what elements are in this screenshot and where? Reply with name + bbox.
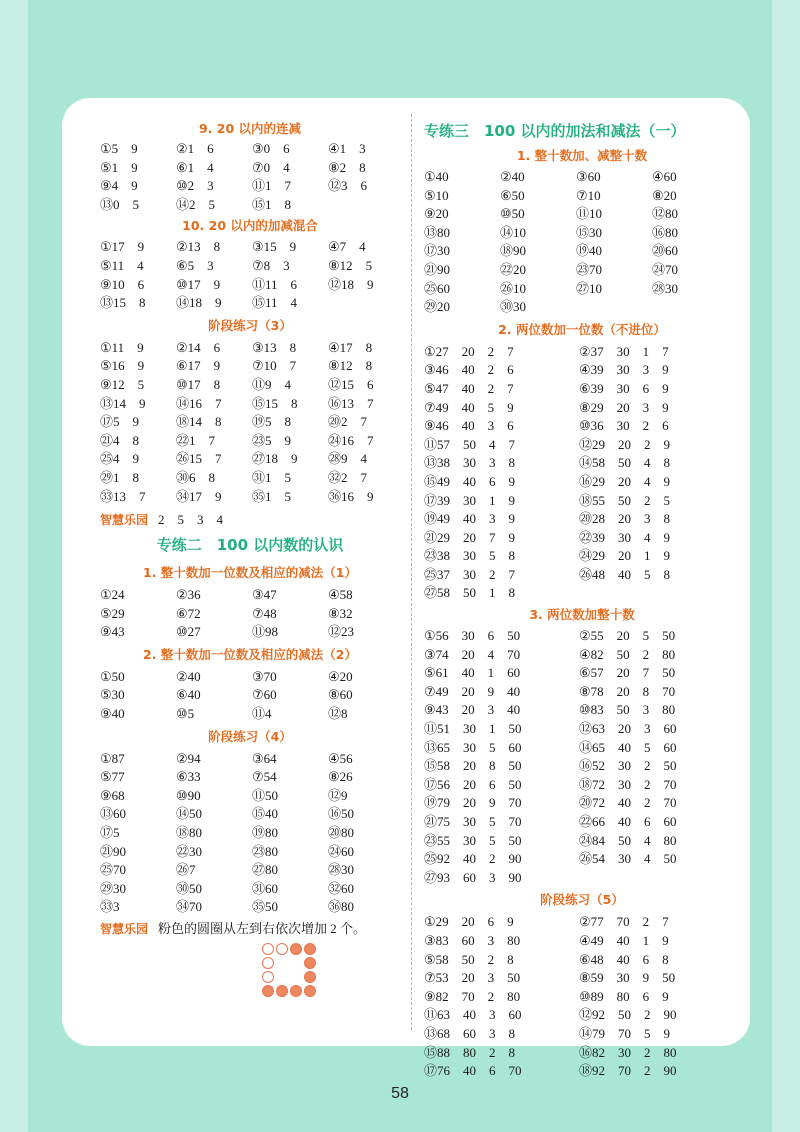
answer-item: ④1 3 (328, 141, 366, 156)
answer-item: ⑰5 (100, 825, 120, 841)
answer-item: ⑨10 6 (100, 276, 145, 292)
answer-item: ⑧12 8 (328, 358, 373, 374)
pink-circle (262, 985, 274, 997)
answer-item: ㉔70 (652, 261, 679, 277)
wisdom-garden-answer: 2 5 3 4 (158, 512, 224, 528)
answer-item: ⑫29 20 2 9 (579, 436, 671, 452)
answer-item: ⑩17 8 (176, 376, 221, 392)
answer-item: ㉗18 9 (252, 451, 298, 467)
answer-item: ㉘9 4 (328, 451, 368, 467)
answer-item: ⑯80 (652, 224, 679, 240)
answer-grid (100, 750, 405, 917)
answer-grid (100, 668, 405, 724)
answer-item: ②1 6 (176, 141, 214, 156)
answer-item: ⑧12 5 (328, 257, 373, 273)
answer-grid (100, 339, 405, 506)
answer-item: ⑨40 (100, 706, 125, 722)
section-title-mixed-20: 10. 20 以内的加减混合 (182, 218, 318, 234)
answer-item: ⑧60 (328, 687, 353, 703)
answer-item: ㉗10 (576, 280, 603, 296)
answer-item: ⑧78 20 8 70 (579, 683, 676, 699)
empty-space (276, 971, 286, 981)
answer-item: ⑧20 (652, 187, 677, 203)
answer-item: ③64 (252, 750, 277, 766)
answer-item: ㉒39 30 4 9 (579, 529, 671, 545)
empty-space (290, 957, 300, 967)
answer-grid (424, 343, 742, 603)
white-circle (262, 943, 274, 955)
answer-item: ⑱92 70 2 90 (579, 1063, 677, 1079)
answer-item: ⑰56 20 6 50 (424, 776, 522, 792)
answer-item: ⑫18 9 (328, 276, 374, 292)
answer-item: ⑱80 (176, 825, 203, 841)
answer-item: ⑧59 30 9 50 (579, 970, 676, 986)
answer-item: ⑭79 70 5 9 (579, 1025, 671, 1041)
unit-title-number-recognition: 专练二 100 以内数的认识 (156, 536, 344, 555)
answer-item: ⑩2 3 (176, 178, 214, 194)
wisdom-garden-explanation: 粉色的圆圈从左到右依次增加 2 个。 (158, 921, 367, 936)
answer-item: ⑭2 5 (176, 196, 216, 212)
answer-item: ⑮15 8 (252, 395, 298, 411)
answer-item: ⑭10 (500, 224, 527, 240)
answer-item: ⑦48 (252, 605, 277, 621)
answer-item: ⑭16 7 (176, 395, 222, 411)
answer-item: ③46 40 2 6 (424, 362, 514, 378)
answer-item: ①50 (100, 668, 125, 684)
answer-grid (424, 913, 742, 1080)
answer-item: ⑪10 (576, 206, 603, 222)
answer-item: ②77 70 2 7 (579, 914, 669, 930)
answer-item: ㉑4 8 (100, 432, 140, 448)
answer-item: ④56 (328, 750, 353, 766)
answer-item: ③60 (576, 169, 601, 184)
answer-item: ㉗58 50 1 8 (424, 585, 516, 601)
answer-item: ⑭50 (176, 806, 203, 822)
pink-circles-figure (262, 943, 405, 997)
section-title-stage-practice-3: 阶段练习（3） (208, 317, 292, 333)
answer-item: ㉜2 7 (328, 469, 368, 485)
answer-item: ⑦49 20 9 40 (424, 683, 521, 699)
wisdom-garden-2 (100, 919, 405, 939)
answer-item: ㉕92 40 2 90 (424, 851, 522, 867)
answer-item: ①11 9 (100, 339, 144, 355)
left-column (100, 118, 405, 997)
answer-item: ①24 (100, 587, 125, 603)
page-edge-left (0, 0, 28, 1132)
answer-item: ㉙20 (424, 299, 451, 315)
answer-item: ㉕60 (424, 280, 451, 296)
answer-item: ⑳28 20 3 8 (579, 511, 671, 527)
answer-item: ③74 20 4 70 (424, 646, 521, 662)
answer-item: ⑬14 9 (100, 395, 146, 411)
answer-item: ⑪50 (252, 787, 279, 803)
answer-item: ⑬15 8 (100, 295, 146, 311)
answer-item: ⑥48 40 6 8 (579, 951, 669, 967)
answer-item: ⑤61 40 1 60 (424, 665, 521, 681)
answer-item: ①56 30 6 50 (424, 628, 521, 644)
answer-item: ⑨82 70 2 80 (424, 988, 521, 1004)
answer-item: ㉞17 9 (176, 488, 222, 504)
answer-item: ③15 9 (252, 239, 297, 255)
answer-item: ⑪63 40 3 60 (424, 1007, 522, 1023)
answer-item: ⑪4 (252, 706, 272, 722)
pink-circle (304, 971, 316, 983)
answer-item: ⑯52 30 2 50 (579, 758, 677, 774)
answer-item: ②55 20 5 50 (579, 628, 676, 644)
answer-item: ⑪1 7 (252, 178, 292, 194)
answer-item: ⑲5 8 (252, 414, 292, 430)
answer-item: ①5 9 (100, 141, 138, 156)
answer-item: ⑪98 (252, 624, 279, 640)
answer-item: ⑩83 50 3 80 (579, 702, 676, 718)
answer-item: ①17 9 (100, 239, 145, 255)
answer-item: ⑨43 (100, 624, 125, 640)
section-title-tens-plus-ones-2: 2. 整十数加一位数及相应的减法（2） (143, 646, 357, 662)
answer-grid (424, 627, 742, 887)
answer-item: ㉓70 (576, 261, 603, 277)
answer-item: ⑪9 4 (252, 376, 292, 392)
answer-item: ㉝3 (100, 899, 120, 915)
answer-item: ㉚6 8 (176, 469, 216, 485)
answer-item: ⑦53 20 3 50 (424, 970, 521, 986)
answer-item: ⑤11 4 (100, 257, 144, 273)
answer-item: ⑯13 7 (328, 395, 374, 411)
answer-item: ⑧2 8 (328, 159, 366, 175)
answer-item: ㉔29 20 1 9 (579, 548, 671, 564)
answer-item: ㉒30 (176, 843, 203, 859)
answer-item: ⑥33 (176, 769, 201, 785)
answer-item: ⑰30 (424, 243, 451, 259)
answer-item: ⑳2 7 (328, 414, 368, 430)
pink-circle (304, 943, 316, 955)
answer-item: ⑪57 50 4 7 (424, 436, 516, 452)
answer-item: ⑤47 40 2 7 (424, 380, 514, 396)
answer-item: ⑧29 20 3 9 (579, 399, 669, 415)
answer-item: ⑧26 (328, 769, 353, 785)
answer-item: ⑱14 8 (176, 414, 222, 430)
answer-item: ⑩17 9 (176, 276, 221, 292)
pink-circle (304, 985, 316, 997)
answer-item: ⑫15 6 (328, 376, 374, 392)
white-circle (262, 971, 274, 983)
answer-item: ⑪11 6 (252, 276, 298, 292)
answer-item: ④20 (328, 668, 353, 684)
answer-item: ㉘30 (328, 862, 355, 878)
answer-item: ㉚30 (500, 299, 527, 315)
answer-item: ⑦8 3 (252, 257, 290, 273)
answer-item: ⑥57 20 7 50 (579, 665, 676, 681)
section-title-two-digit-plus-one-digit: 2. 两位数加一位数（不进位） (498, 321, 666, 337)
answer-item: ㉛60 (252, 880, 279, 896)
answer-item: ⑬0 5 (100, 196, 140, 212)
answer-item: ㉕37 30 2 7 (424, 566, 516, 582)
answer-item: ㊱16 9 (328, 488, 374, 504)
answer-item: ⑫92 50 2 90 (579, 1007, 677, 1023)
answer-item: ⑲80 (252, 825, 279, 841)
answer-item: ⑲49 40 3 9 (424, 511, 516, 527)
answer-item: ⑤10 (424, 187, 449, 203)
answer-item: ㉓5 9 (252, 432, 292, 448)
answer-item: ②36 (176, 587, 201, 603)
page-number: 58 (391, 1085, 409, 1102)
answer-item: ④39 30 3 9 (579, 362, 669, 378)
answer-item: ⑥39 30 6 9 (579, 380, 669, 396)
answer-item: ⑨20 (424, 206, 449, 222)
answer-item: ①27 20 2 7 (424, 343, 514, 359)
right-column (424, 118, 742, 1081)
answer-item: ⑫3 6 (328, 178, 368, 194)
answer-item: ⑮1 8 (252, 196, 292, 212)
answer-item: ⑤30 (100, 687, 125, 703)
answer-item: ㉓38 30 5 8 (424, 548, 516, 564)
answer-item: ②94 (176, 750, 201, 766)
answer-item: ㉒66 40 6 60 (579, 814, 677, 829)
unit-title-addition-subtraction: 专练三 100 以内的加法和减法（一） (424, 122, 686, 140)
answer-item: ③13 8 (252, 339, 297, 355)
answer-item: ②13 8 (176, 239, 221, 255)
answer-item: ⑰39 30 1 9 (424, 492, 516, 508)
answer-item: ⑤58 50 2 8 (424, 951, 514, 967)
answer-item: ㉛1 5 (252, 469, 292, 485)
answer-item: ⑨68 (100, 787, 125, 803)
answer-item: ㉟50 (252, 899, 279, 915)
answer-item: ⑫23 (328, 624, 355, 640)
answer-item: ⑦54 (252, 769, 277, 785)
answer-item: ㉞70 (176, 899, 203, 915)
answer-item: ⑬65 30 5 60 (424, 739, 522, 755)
section-title-tens-add-sub-tens: 1. 整十数加、减整十数 (516, 148, 648, 163)
answer-item: ⑮49 40 6 9 (424, 473, 516, 489)
white-circle (262, 957, 274, 969)
answer-item: ㉙1 8 (100, 469, 140, 485)
column-divider (411, 114, 412, 1030)
answer-item: ⑤1 9 (100, 159, 138, 175)
answer-item: ㉔16 7 (328, 432, 374, 448)
answer-item: ⑦49 40 5 9 (424, 399, 514, 415)
answer-item: ㉔84 50 4 80 (579, 832, 677, 848)
answer-item: ③47 (252, 587, 277, 603)
answer-item: ⑭18 9 (176, 295, 222, 311)
answer-item: ④49 40 1 9 (579, 932, 669, 948)
answer-item: ㉖7 (176, 862, 196, 878)
answer-item: ⑨12 5 (100, 376, 145, 392)
answer-item: ⑱55 50 2 5 (579, 492, 671, 508)
answer-item: ㉘30 (652, 280, 679, 296)
answer-item: ⑬38 30 3 8 (424, 455, 516, 471)
section-title-subtraction-20: 9. 20 以内的连减 (198, 121, 302, 136)
answer-item: ④60 (652, 169, 677, 184)
answer-item: ㉑90 (100, 843, 127, 859)
section-title-tens-plus-ones-1: 1. 整十数加一位数及相应的减法（1） (143, 565, 357, 581)
pink-circle (304, 957, 316, 969)
answer-item: ⑬68 60 3 8 (424, 1025, 516, 1041)
answer-item: ㉖48 40 5 8 (579, 566, 671, 582)
answer-grid (100, 140, 405, 214)
answer-item: ㉖54 30 4 50 (579, 851, 677, 867)
answer-item: ⑮30 (576, 224, 603, 240)
answer-item: ⑰76 40 6 70 (424, 1063, 522, 1079)
answer-item: ⑥40 (176, 687, 201, 703)
answer-item: ㉑75 30 5 70 (424, 814, 522, 829)
answer-item: ⑥5 3 (176, 257, 214, 273)
answer-item: ㉑29 20 7 9 (424, 529, 516, 545)
answer-item: ㉖10 (500, 280, 527, 296)
answer-item: ⑩90 (176, 787, 201, 803)
answer-item: ⑱72 30 2 70 (579, 776, 677, 792)
answer-item: ②40 (176, 668, 201, 684)
answer-item: ㉑90 (424, 261, 451, 277)
answer-item: ①87 (100, 750, 125, 766)
answer-item: ㉔60 (328, 843, 355, 859)
answer-item: ①40 (424, 169, 449, 184)
answer-item: ②40 (500, 169, 525, 184)
answer-item: ⑤29 (100, 605, 125, 621)
answer-item: ㉝13 7 (100, 488, 146, 504)
answer-item: ⑫63 20 3 60 (579, 721, 677, 737)
answer-item: ㉒20 (500, 261, 527, 277)
answer-item: ⑥50 (500, 187, 525, 203)
answer-item: ㊱80 (328, 899, 355, 915)
answer-item: ㉓55 30 5 50 (424, 832, 522, 848)
answer-item: ⑧32 (328, 605, 353, 621)
answer-item: ⑯50 (328, 806, 355, 822)
answer-item: ㉗80 (252, 862, 279, 878)
answer-item: ⑭65 40 5 60 (579, 739, 677, 755)
answer-item: ④82 50 2 80 (579, 646, 676, 662)
answer-item: ⑩50 (500, 206, 525, 222)
answer-item: ⑫8 (328, 706, 348, 722)
answer-item: ②37 30 1 7 (579, 343, 669, 359)
white-circle (276, 943, 288, 955)
answer-item: ㉜60 (328, 880, 355, 896)
answer-item: ⑩5 (176, 706, 195, 722)
answer-item: ⑮58 20 8 50 (424, 758, 522, 774)
answer-item: ④7 4 (328, 239, 366, 255)
answer-item: ⑮11 4 (252, 295, 298, 311)
answer-item: ⑥17 9 (176, 358, 221, 374)
answer-item: ㉟1 5 (252, 488, 292, 504)
answer-item: ㉕70 (100, 862, 127, 878)
empty-space (276, 957, 286, 967)
pink-circle (276, 985, 288, 997)
wisdom-garden-1 (100, 510, 405, 530)
answer-item: ⑦10 (576, 187, 601, 203)
wisdom-garden-label: 智慧乐园 (100, 922, 149, 936)
answer-item: ⑰5 9 (100, 414, 140, 430)
answer-item: ⑩36 30 2 6 (579, 418, 669, 434)
answer-item: ㉕4 9 (100, 451, 140, 467)
answer-item: ③0 6 (252, 141, 290, 156)
answer-item: ⑫9 (328, 787, 348, 803)
answer-grid (424, 168, 742, 317)
answer-grid (100, 586, 405, 642)
pink-circle (290, 943, 302, 955)
answer-item: ④17 8 (328, 339, 373, 355)
answer-item: ⑯82 30 2 80 (579, 1044, 677, 1060)
pink-circle (290, 985, 302, 997)
answer-item: ②14 6 (176, 339, 221, 355)
answer-item: ⑩89 80 6 9 (579, 988, 669, 1004)
answer-item: ⑩27 (176, 624, 201, 640)
answer-item: ㉖15 7 (176, 451, 222, 467)
answer-item: ⑤16 9 (100, 358, 145, 374)
answer-item: ⑲40 (576, 243, 603, 259)
answer-item: ⑱90 (500, 243, 527, 259)
answer-item: ⑨4 9 (100, 178, 138, 194)
answer-item: ⑥72 (176, 605, 201, 621)
answer-item: ④58 (328, 587, 353, 603)
section-title-stage-practice-4: 阶段练习（4） (208, 728, 292, 744)
answer-item: ⑨43 20 3 40 (424, 702, 521, 718)
answer-grid (100, 238, 405, 312)
answer-item: ⑪51 30 1 50 (424, 721, 522, 737)
section-title-two-digit-plus-tens: 3. 两位数加整十数 (529, 607, 635, 623)
answer-item: ⑥1 4 (176, 159, 214, 175)
answer-item: ⑦10 7 (252, 358, 297, 374)
answer-item: ⑬80 (424, 224, 451, 240)
answer-item: ㉙30 (100, 880, 127, 896)
answer-item: ㉒1 7 (176, 432, 216, 448)
answer-item: ㉗93 60 3 90 (424, 869, 522, 885)
page-edge-right (772, 0, 800, 1132)
answer-item: ⑲79 20 9 70 (424, 795, 522, 811)
answer-item: ⑨46 40 3 6 (424, 418, 514, 434)
answer-item: ⑤77 (100, 769, 125, 785)
empty-space (290, 971, 300, 981)
answer-item: ⑳60 (652, 243, 679, 259)
answer-item: ⑦60 (252, 687, 277, 703)
answer-item: ⑮88 80 2 8 (424, 1044, 516, 1060)
answer-item: ⑦0 4 (252, 159, 290, 175)
answer-item: ⑬60 (100, 806, 127, 822)
answer-item: ①29 20 6 9 (424, 914, 514, 930)
answer-item: ㉚50 (176, 880, 203, 896)
answer-item: ㉓80 (252, 843, 279, 859)
answer-item: ⑫80 (652, 206, 679, 222)
answer-item: ⑯29 20 4 9 (579, 473, 671, 489)
answer-item: ⑮40 (252, 806, 279, 822)
answer-item: ③70 (252, 668, 277, 684)
answer-item: ⑳72 40 2 70 (579, 795, 677, 811)
section-title-stage-practice-5: 阶段练习（5） (540, 892, 624, 908)
answer-item: ⑭58 50 4 8 (579, 455, 671, 471)
answer-item: ⑳80 (328, 825, 355, 841)
answer-item: ③83 60 3 80 (424, 932, 521, 948)
wisdom-garden-label: 智慧乐园 (100, 513, 149, 528)
